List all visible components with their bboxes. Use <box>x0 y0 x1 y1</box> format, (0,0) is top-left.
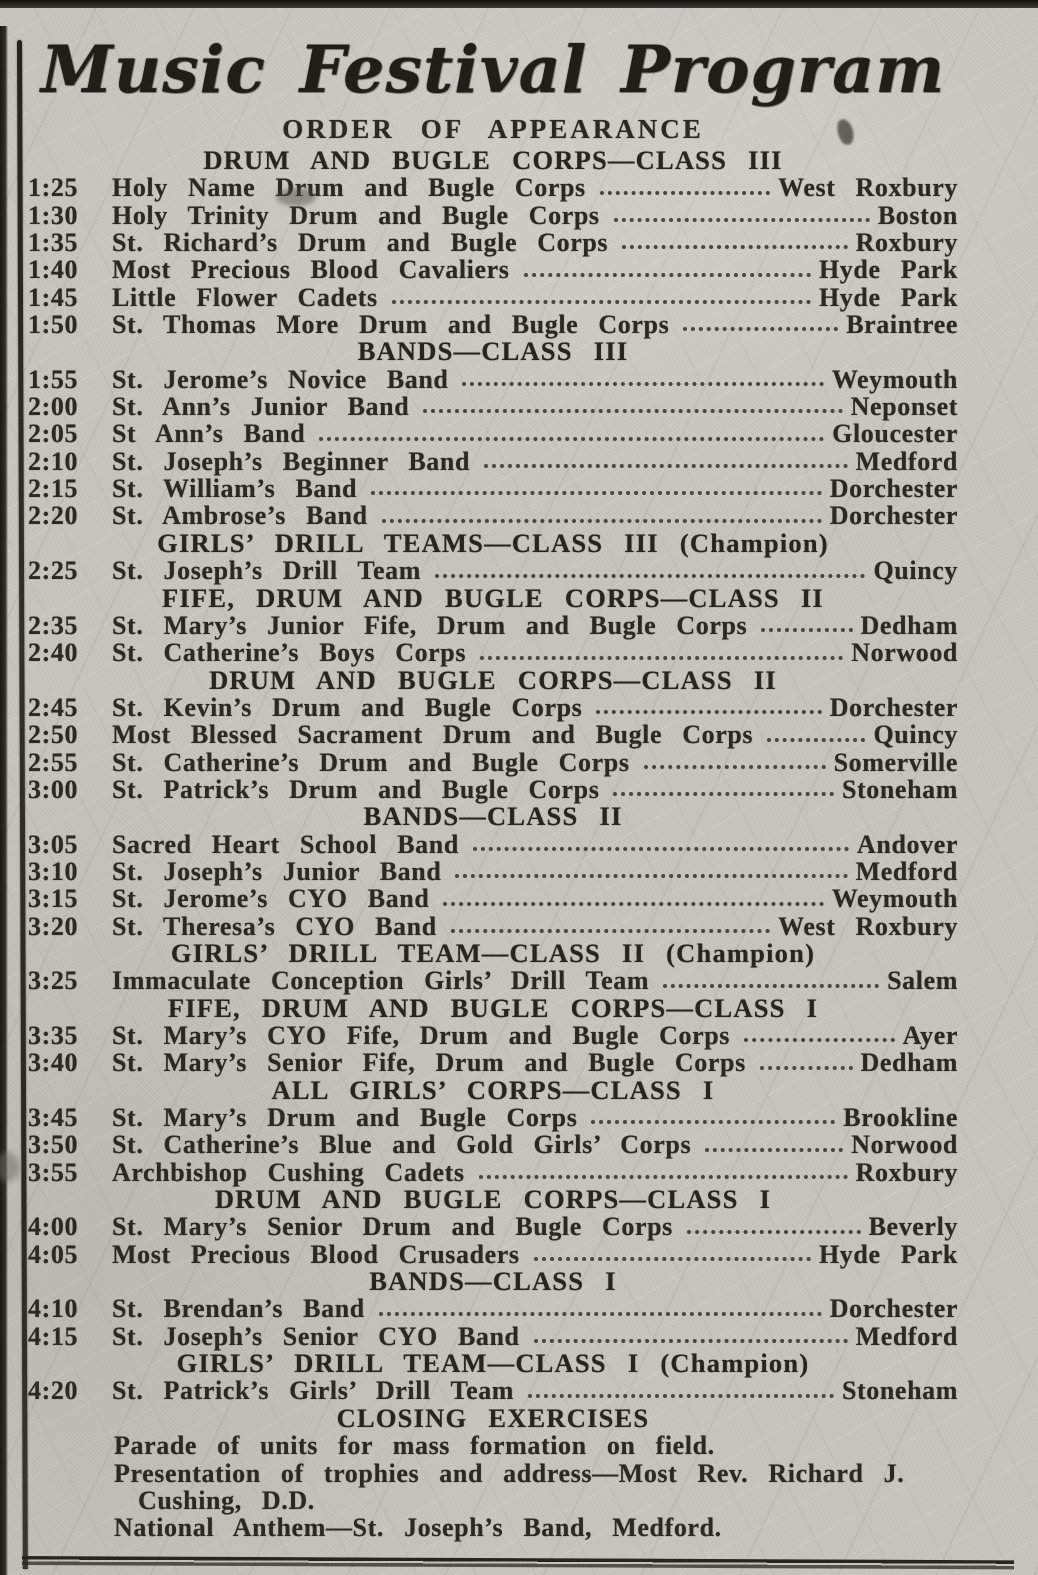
closing-exercises-heading: CLOSING EXERCISES <box>336 1402 650 1433</box>
entry-name: St. William’s Band <box>112 474 358 504</box>
section-heading: GIRLS’ DRILL TEAM—CLASS I (Champion) <box>176 1348 810 1379</box>
entry-name: St. Mary’s Senior Fife, Drum and Bugle Corps <box>112 1048 746 1078</box>
entry-name: St. Patrick’s Girls’ Drill Team <box>112 1376 515 1406</box>
program-entry <box>28 1104 958 1131</box>
entry-time: 1:30 <box>28 200 79 230</box>
entry-name: St. Kevin’s Drum and Bugle Corps <box>112 692 583 722</box>
program-entry <box>28 420 958 447</box>
entry-place: Dorchester <box>829 1294 958 1324</box>
scan-top-edge <box>0 0 1038 8</box>
entry-place: Hyde Park <box>818 282 958 312</box>
program-entry <box>28 448 958 475</box>
program-entry <box>28 1131 958 1158</box>
entry-time: 4:05 <box>28 1239 79 1269</box>
entry-time: 4:15 <box>28 1321 79 1351</box>
dotted-leader <box>471 831 851 858</box>
entry-time: 2:15 <box>28 474 79 504</box>
entry-place: Stoneham <box>841 1376 958 1406</box>
dotted-leader <box>449 913 772 940</box>
entry-time: 2:10 <box>28 446 79 476</box>
program-entry <box>28 1159 958 1186</box>
entry-name: St. Catherine’s Boys Corps <box>112 638 467 668</box>
entry-place: Braintree <box>846 310 958 340</box>
dotted-leader <box>380 502 824 529</box>
entry-place: Dorchester <box>829 692 958 722</box>
dotted-leader <box>620 229 849 256</box>
program-entry <box>28 694 958 721</box>
program-entry <box>28 1323 958 1350</box>
section-heading: ALL GIRLS’ CORPS—CLASS I <box>271 1074 715 1105</box>
entry-time: 3:05 <box>28 829 79 859</box>
dotted-leader <box>681 311 840 338</box>
program-entry <box>28 229 958 256</box>
entry-place: Roxbury <box>855 228 958 258</box>
ink-blemish <box>0 1152 20 1182</box>
program-entry <box>28 557 958 584</box>
program-column <box>28 32 958 1542</box>
dotted-leader <box>759 612 854 639</box>
entry-time: 1:35 <box>28 228 79 258</box>
entry-name: St. Richard’s Drum and Bugle Corps <box>112 228 609 258</box>
program-entry <box>28 721 958 748</box>
dotted-leader <box>611 776 836 803</box>
entry-time: 3:55 <box>28 1157 79 1187</box>
entry-name: St. Mary’s Senior Drum and Bugle Corps <box>112 1212 673 1242</box>
entry-place: Medford <box>855 856 958 886</box>
entry-time: 2:00 <box>28 392 79 422</box>
dotted-leader <box>421 393 844 420</box>
program-entry <box>28 174 958 201</box>
entry-name: Holy Trinity Drum and Bugle Corps <box>112 200 600 230</box>
dotted-leader <box>522 256 813 283</box>
dotted-leader <box>482 448 850 475</box>
program-entry <box>28 749 958 776</box>
entry-place: Medford <box>855 446 958 476</box>
dotted-leader <box>532 1241 813 1268</box>
entry-name: St. Brendan’s Band <box>112 1294 365 1324</box>
entry-name: St. Mary’s Junior Fife, Drum and Bugle Corps <box>112 610 748 640</box>
dotted-leader <box>685 1213 863 1240</box>
entry-time: 3:40 <box>28 1048 79 1078</box>
entry-name: St. Mary’s CYO Fife, Drum and Bugle Corps <box>112 1021 731 1050</box>
section-heading: DRUM AND BUGLE CORPS—CLASS I <box>214 1184 772 1215</box>
dotted-leader <box>598 174 772 201</box>
entry-place: Beverly <box>868 1212 958 1242</box>
entry-time: 2:20 <box>28 501 79 531</box>
entry-name: St Ann’s Band <box>112 419 306 449</box>
program-entry <box>28 1213 958 1240</box>
entry-time: 3:45 <box>28 1103 79 1133</box>
entry-place: West Roxbury <box>778 173 958 203</box>
dotted-leader <box>589 1104 837 1131</box>
entry-place: Salem <box>887 966 958 996</box>
dotted-leader <box>758 1049 855 1076</box>
entry-place: Norwood <box>851 638 958 668</box>
entry-time: 3:20 <box>28 911 79 941</box>
closing-line: Parade of units for mass formation on field. <box>114 1431 715 1461</box>
program-sections <box>28 147 958 1405</box>
entry-name: St. Catherine’s Drum and Bugle Corps <box>112 747 630 777</box>
entry-place: Roxbury <box>855 1157 958 1187</box>
dotted-leader <box>390 284 813 311</box>
program-entry <box>28 202 958 229</box>
program-entry <box>28 776 958 803</box>
entry-place: Dedham <box>860 1048 958 1078</box>
program-entry <box>28 967 958 994</box>
program-entry <box>28 1377 958 1404</box>
dotted-leader <box>765 721 867 748</box>
entry-name: St. Ambrose’s Band <box>112 501 368 531</box>
dotted-leader <box>742 1022 897 1049</box>
dotted-leader <box>441 885 825 912</box>
section-heading: BANDS—CLASS I <box>369 1266 617 1297</box>
entry-place: Weymouth <box>831 884 958 914</box>
entry-time: 2:45 <box>28 692 79 722</box>
entry-name: St. Theresa’s CYO Band <box>112 911 437 941</box>
program-entry <box>28 831 958 858</box>
closing-line: National Anthem—St. Joseph’s Band, Medford. <box>114 1513 722 1543</box>
entry-name: St. Joseph’s Senior CYO Band <box>112 1321 520 1351</box>
entry-place: Stoneham <box>841 774 958 804</box>
section-heading: GIRLS’ DRILL TEAM—CLASS II (Champion) <box>170 937 816 968</box>
entry-place: Boston <box>877 200 958 230</box>
dotted-leader <box>377 1295 824 1322</box>
entry-time: 1:50 <box>28 310 79 340</box>
program-entry <box>28 1295 958 1322</box>
entry-place: Quincy <box>873 556 958 586</box>
dotted-leader <box>477 1159 850 1186</box>
entry-time: 2:25 <box>28 556 79 586</box>
ink-blemish <box>276 188 316 206</box>
program-entry <box>28 393 958 420</box>
entry-name: St. Ann’s Junior Band <box>112 392 410 422</box>
entry-name: St. Jerome’s CYO Band <box>112 884 430 914</box>
entry-time: 3:10 <box>28 856 79 886</box>
entry-place: West Roxbury <box>778 911 958 941</box>
entry-time: 1:45 <box>28 282 79 312</box>
entry-name: St. Thomas More Drum and Bugle Corps <box>112 310 670 340</box>
program-entry <box>28 612 958 639</box>
program-entry <box>28 885 958 912</box>
program-entry <box>28 1049 958 1076</box>
entry-time: 2:55 <box>28 747 79 777</box>
program-entry <box>28 913 958 940</box>
entry-time: 2:50 <box>28 720 79 750</box>
program-entry <box>28 475 958 502</box>
entry-time: 1:25 <box>28 173 79 203</box>
entry-name: St. Patrick’s Drum and Bugle Corps <box>112 774 600 804</box>
entry-place: Hyde Park <box>818 255 958 285</box>
section-heading: BANDS—CLASS III <box>357 336 629 367</box>
section-heading: FIFE, DRUM AND BUGLE CORPS—CLASS II <box>162 582 824 613</box>
entry-place: Dorchester <box>829 501 958 531</box>
scan-left-edge <box>0 26 8 1575</box>
page-title: Music Festival Program <box>40 32 946 108</box>
order-of-appearance-subtitle: ORDER OF APPEARANCE <box>282 114 704 144</box>
entry-name: Archbishop Cushing Cadets <box>112 1157 465 1187</box>
closing-lines <box>114 1432 972 1541</box>
entry-time: 3:00 <box>28 774 79 804</box>
entry-place: Ayer <box>902 1021 958 1050</box>
entry-place: Somerville <box>833 747 958 777</box>
section-heading: DRUM AND BUGLE CORPS—CLASS II <box>209 664 777 695</box>
entry-time: 4:20 <box>28 1376 79 1406</box>
entry-time: 3:35 <box>28 1021 79 1050</box>
entry-name: St. Joseph’s Drill Team <box>112 556 421 586</box>
entry-time: 3:15 <box>28 884 79 914</box>
program-entry <box>28 1022 958 1049</box>
entry-time: 1:55 <box>28 364 79 394</box>
program-entry <box>28 639 958 666</box>
dotted-leader <box>612 202 872 229</box>
program-entry <box>28 366 958 393</box>
dotted-leader <box>453 858 849 885</box>
entry-name: Holy Name Drum and Bugle Corps <box>112 173 586 203</box>
dotted-leader <box>460 366 825 393</box>
section-heading: GIRLS’ DRILL TEAMS—CLASS III (Champion) <box>157 527 829 558</box>
bottom-divider-rule <box>22 1556 1014 1569</box>
program-entry <box>28 256 958 283</box>
dotted-leader <box>433 557 868 584</box>
entry-place: Norwood <box>851 1130 958 1160</box>
entry-name: St. Catherine’s Blue and Gold Girls’ Corps <box>112 1130 692 1160</box>
dotted-leader <box>478 639 845 666</box>
program-entry <box>28 1241 958 1268</box>
entry-time: 3:25 <box>28 966 79 996</box>
section-heading: FIFE, DRUM AND BUGLE CORPS—CLASS I <box>167 992 819 1023</box>
column-divider-rule <box>17 40 27 1569</box>
entry-place: Neponset <box>850 392 958 422</box>
entry-name: St. Joseph’s Beginner Band <box>112 446 471 476</box>
entry-name: Little Flower Cadets <box>112 282 378 312</box>
entry-place: Andover <box>857 829 958 859</box>
entry-name: Immaculate Conception Girls’ Drill Team <box>112 966 650 996</box>
entry-place: Brookline <box>843 1103 958 1133</box>
entry-time: 1:40 <box>28 255 79 285</box>
dotted-leader <box>532 1323 850 1350</box>
entry-time: 2:35 <box>28 610 79 640</box>
dotted-leader <box>661 967 881 994</box>
entry-name: Most Precious Blood Cavaliers <box>112 255 510 285</box>
dotted-leader <box>526 1377 836 1404</box>
entry-name: Sacred Heart School Band <box>112 829 459 859</box>
dotted-leader <box>642 749 828 776</box>
section-heading: DRUM AND BUGLE CORPS—CLASS III <box>203 145 783 175</box>
dotted-leader <box>317 420 826 447</box>
dotted-leader <box>594 694 823 721</box>
dotted-leader <box>369 475 824 502</box>
program-entry <box>28 311 958 338</box>
program-entry <box>28 858 958 885</box>
entry-name: St. Jerome’s Novice Band <box>112 364 449 394</box>
entry-place: Hyde Park <box>818 1239 958 1269</box>
entry-time: 2:05 <box>28 419 79 449</box>
entry-place: Gloucester <box>832 419 958 449</box>
entry-name: St. Mary’s Drum and Bugle Corps <box>112 1103 578 1133</box>
entry-name: St. Joseph’s Junior Band <box>112 856 442 886</box>
entry-place: Medford <box>855 1321 958 1351</box>
program-entry <box>28 284 958 311</box>
entry-name: Most Precious Blood Crusaders <box>112 1239 520 1269</box>
entry-place: Dedham <box>860 610 958 640</box>
program-entry <box>28 502 958 529</box>
entry-name: Most Blessed Sacrament Drum and Bugle Corps <box>112 720 754 750</box>
dotted-leader <box>703 1131 845 1158</box>
entry-place: Dorchester <box>829 474 958 504</box>
closing-line: Presentation of trophies and address—Most Rev. Richard J. Cushing, D.D. <box>114 1458 905 1515</box>
entry-time: 2:40 <box>28 638 79 668</box>
entry-place: Quincy <box>873 720 958 750</box>
entry-time: 4:00 <box>28 1212 79 1242</box>
section-heading: BANDS—CLASS II <box>363 801 623 832</box>
entry-time: 3:50 <box>28 1130 79 1160</box>
entry-place: Weymouth <box>831 364 958 394</box>
entry-time: 4:10 <box>28 1294 79 1324</box>
